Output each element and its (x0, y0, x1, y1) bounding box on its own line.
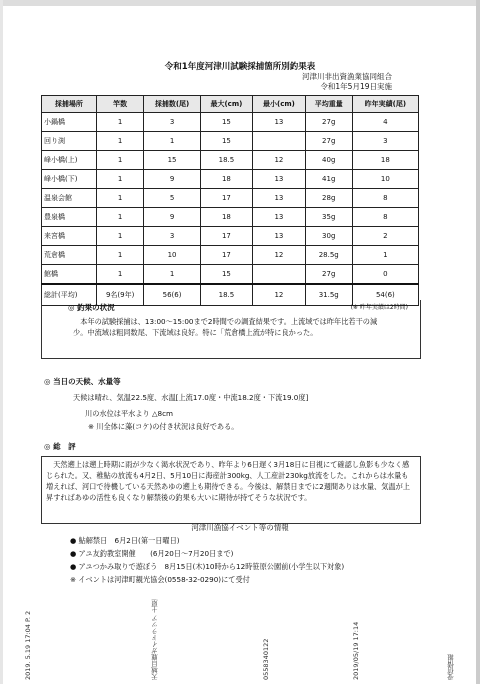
table-row (42, 170, 419, 189)
table-row (42, 189, 419, 208)
cell-max: 18 (200, 170, 253, 189)
event-item: ● アユつかみ取りで遊ぼう 8月15日(木)10時から12時笹原公園前(小学生以下対象) (70, 562, 345, 571)
cell-location: 峰小橋(上) (42, 151, 97, 170)
cell-min: 13 (253, 208, 306, 227)
cell-catch: 9 (144, 170, 200, 189)
cell-location: 館橋 (42, 265, 97, 285)
catch-status-heading: ◎ 釣果の状況 (68, 303, 115, 312)
cell-location: 来宮橋 (42, 227, 97, 246)
header-rods: 竿数 (96, 96, 144, 113)
cell-max: 15 (200, 113, 253, 132)
event-item: ● 鮎解禁日 6月2日(第一日曜日) (70, 536, 180, 545)
cell-rods: 1 (96, 227, 144, 246)
table-row (42, 113, 419, 132)
cell-catch: 10 (144, 246, 200, 265)
cell-rods: 1 (96, 151, 144, 170)
cell-min: 12 (253, 246, 306, 265)
header-last-year: 昨年実績(尾) (352, 96, 418, 113)
weather-heading: ◎ 当日の天候、水量等 (44, 377, 121, 386)
review-body: 天然遡上は遡上時期に雨が少なく渇水状況であり、昨年より6日遅く3月18日に目視にて確認し魚影も少なく感じられた。又、稚鮎の放流も4月2日、5月10日に海産計300kg、人工産計230kg放流をした。これからは水量も増えれば、河口で待機している天然あゆの遡上も期待できる。今後は、解禁日までに2週間ありは水量、気温が上昇すればあゆの活性も良くなり解禁後の釣果も大いに期待が持てそうな状況です。 (46, 460, 410, 502)
cell-catch: 1 (144, 132, 200, 151)
cell-last-year: 8 (352, 208, 418, 227)
cell-catch: 9 (144, 208, 200, 227)
cell-max: 17 (200, 246, 253, 265)
total-location: 総計(平均) (42, 284, 97, 306)
fax-left-sender: 天城目鹿ガイドラツア 土屋 (151, 599, 159, 680)
events-title: 河津川漁協イベント等の情報 (191, 523, 289, 532)
cell-min: 12 (253, 151, 306, 170)
cell-max: 15 (200, 265, 253, 285)
fax-left-date: 2019. 5.19 17:04 P. 2 (24, 610, 32, 680)
cell-avg-weight: 41g (305, 170, 352, 189)
table-row (42, 246, 419, 265)
cell-catch: 3 (144, 113, 200, 132)
event-item: ※ イベントは河津町観光協会(0558-32-0290)にて受付 (70, 575, 250, 584)
cell-min: 13 (253, 227, 306, 246)
cell-min (253, 265, 306, 285)
cell-avg-weight: 28g (305, 189, 352, 208)
cell-avg-weight: 40g (305, 151, 352, 170)
cell-location: 荒倉橋 (42, 246, 97, 265)
fax-right-edge (476, 0, 480, 684)
table-row (42, 265, 419, 285)
cell-catch: 15 (144, 151, 200, 170)
cell-max: 18 (200, 208, 253, 227)
cell-last-year: 1 (352, 246, 418, 265)
cell-catch: 5 (144, 189, 200, 208)
cell-rods: 1 (96, 189, 144, 208)
cell-min: 13 (253, 170, 306, 189)
cell-catch: 3 (144, 227, 200, 246)
header-min: 最小(cm) (253, 96, 306, 113)
cell-location: 温泉会館 (42, 189, 97, 208)
fax-right-label: 受信情報 (447, 654, 455, 680)
cell-avg-weight: 28.5g (305, 246, 352, 265)
total-max: 18.5 (200, 284, 253, 306)
weather-line-2: 川の水位は平水より △8cm (85, 409, 174, 418)
cell-avg-weight: 27g (305, 132, 352, 151)
cell-rods: 1 (96, 265, 144, 285)
cell-last-year: 0 (352, 265, 418, 285)
fax-left-edge (0, 0, 3, 684)
cell-min: 13 (253, 113, 306, 132)
total-rods: 9名(9年) (96, 284, 144, 306)
survey-date: 令和1年5月19日実施 (320, 82, 392, 91)
catch-table (41, 95, 419, 306)
cell-catch: 1 (144, 265, 200, 285)
table-header-row (42, 96, 419, 113)
weather-line-3: ※ 川全体に藻(コケ)の付き状況は良好である。 (88, 422, 239, 431)
header-location: 採捕場所 (42, 96, 97, 113)
catch-status-note: (※ 昨年実績は2時間) (350, 304, 408, 311)
cell-rods: 1 (96, 113, 144, 132)
cell-min: 13 (253, 189, 306, 208)
cell-avg-weight: 35g (305, 208, 352, 227)
header-catch: 採捕数(尾) (144, 96, 200, 113)
cell-max: 17 (200, 227, 253, 246)
total-avg-weight: 31.5g (305, 284, 352, 306)
cell-rods: 1 (96, 246, 144, 265)
organization-name: 河津川非出資漁業協同組合 (302, 72, 392, 81)
table-row (42, 151, 419, 170)
organization-block (302, 72, 392, 92)
fax-right-number: 0558340122 (262, 638, 270, 680)
cell-last-year: 2 (352, 227, 418, 246)
cell-avg-weight: 30g (305, 227, 352, 246)
table-row (42, 132, 419, 151)
cell-last-year: 18 (352, 151, 418, 170)
catch-status-body: 本年の試験採捕は、13:00～15:00まで2時間での調査結果です。上流域では昨年比若干の減少。中流域は粗同数尾、下流域は良好。特に「荒倉橋上流が特に良かった。 (73, 317, 378, 337)
review-heading: ◎ 総 評 (44, 442, 76, 451)
cell-location: 小鍋橋 (42, 113, 97, 132)
cell-rods: 1 (96, 132, 144, 151)
cell-min (253, 132, 306, 151)
cell-rods: 1 (96, 170, 144, 189)
total-min: 12 (253, 284, 306, 306)
cell-last-year: 8 (352, 189, 418, 208)
cell-location: 回り渕 (42, 132, 97, 151)
fax-top-edge (0, 0, 480, 6)
event-item: ● アユ友釣教室開催 (6月20日～7月20日まで) (70, 549, 234, 558)
cell-last-year: 10 (352, 170, 418, 189)
fax-right-date: 2019/05/19 17:14 (352, 621, 360, 680)
cell-last-year: 4 (352, 113, 418, 132)
total-catch: 56(6) (144, 284, 200, 306)
document-title: 令和1年度河津川試験採捕箇所別釣果表 (164, 62, 316, 72)
header-avg-weight: 平均重量 (305, 96, 352, 113)
table-row (42, 208, 419, 227)
header-max: 最大(cm) (200, 96, 253, 113)
cell-rods: 1 (96, 208, 144, 227)
table-row (42, 227, 419, 246)
cell-location: 豊泉橋 (42, 208, 97, 227)
cell-location: 峰小橋(下) (42, 170, 97, 189)
cell-last-year: 3 (352, 132, 418, 151)
cell-avg-weight: 27g (305, 113, 352, 132)
cell-avg-weight: 27g (305, 265, 352, 285)
cell-max: 18.5 (200, 151, 253, 170)
cell-max: 15 (200, 132, 253, 151)
cell-max: 17 (200, 189, 253, 208)
total-last-year: 54(6) (352, 284, 418, 306)
weather-line-1: 天候は晴れ、気温22.5度、水温[上流17.0度・中流18.2度・下流19.0度] (73, 393, 309, 402)
